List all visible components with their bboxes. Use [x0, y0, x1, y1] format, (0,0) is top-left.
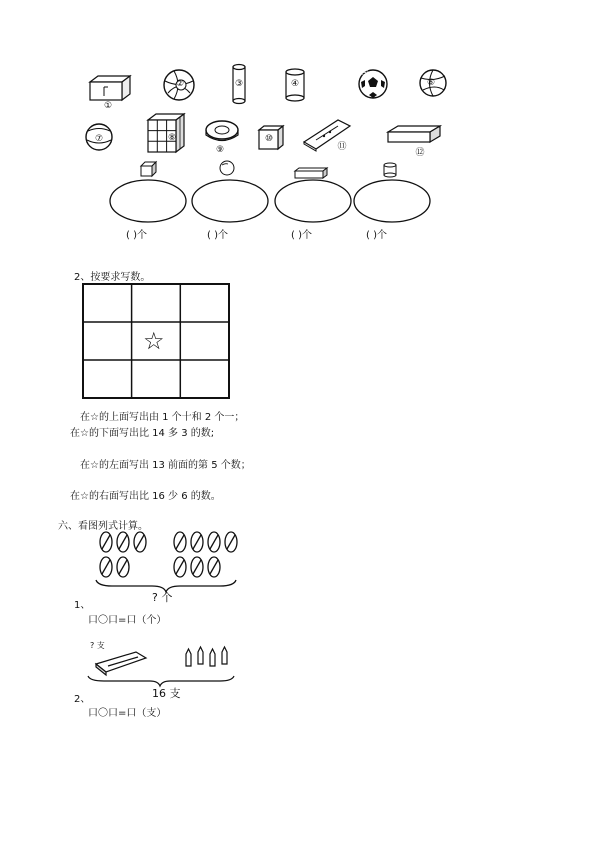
object-label-6: ⑥ — [426, 78, 436, 88]
group-icon-cube — [140, 161, 158, 177]
group-answer-1[interactable]: ( )个 — [126, 230, 147, 241]
q2-instruction-above: 在☆的上面写出由 1 个十和 2 个一； — [80, 412, 245, 423]
problem2-total-label: 16 支 — [152, 687, 181, 700]
group-icon-cylinder — [383, 162, 397, 178]
group-answer-2[interactable]: ( )个 — [207, 230, 228, 241]
q2-instruction-right: 在☆的右面写出比 16 少 6 的数。 — [70, 491, 221, 502]
problem2-equation[interactable]: 口〇口=口（支） — [88, 708, 167, 719]
problem2-number: 2、 — [74, 694, 91, 705]
object-label-7: ⑦ — [94, 134, 104, 144]
grid-cell-top[interactable] — [133, 285, 180, 321]
problem1-number: 1、 — [74, 600, 91, 611]
group-ellipse-2[interactable] — [190, 178, 270, 224]
object-cuboid-1 — [88, 74, 132, 102]
q2-instruction-left: 在☆的左面写出 13 前面的第 5 个数； — [80, 460, 251, 471]
group-ellipse-3[interactable] — [273, 178, 353, 224]
group-ellipse-4[interactable] — [352, 178, 432, 224]
section6-title: 六、看图列式计算。 — [58, 521, 148, 532]
problem1-total-label: ? 个 — [152, 591, 173, 604]
problem1-equation[interactable]: 口〇口=口（个） — [88, 615, 167, 626]
object-label-2: ② — [175, 79, 185, 89]
grid-cell-left[interactable] — [84, 323, 131, 359]
group-answer-3[interactable]: ( )个 — [291, 230, 312, 241]
group-answer-4[interactable]: ( )个 — [366, 230, 387, 241]
object-label-10: ⑩ — [264, 134, 274, 144]
object-label-5: ⑤ — [360, 69, 370, 79]
object-label-9: ⑨ — [215, 145, 225, 155]
problem2-box-label: ? 支 — [90, 641, 105, 650]
object-label-11: ⑪ — [337, 142, 347, 152]
q2-instruction-below: 在☆的下面写出比 14 多 3 的数; — [70, 428, 215, 439]
grid-cell-right[interactable] — [182, 323, 229, 359]
object-label-4: ④ — [290, 79, 300, 89]
group-icon-sphere — [219, 160, 235, 176]
grid-cell-bottom[interactable] — [133, 361, 180, 397]
object-label-3: ③ — [234, 79, 244, 89]
q2-title: 2、按要求写数。 — [74, 272, 151, 283]
object-label-1: ① — [103, 101, 113, 111]
group-ellipse-1[interactable] — [108, 178, 188, 224]
star-icon: ☆ — [143, 327, 165, 355]
object-cuboid-12 — [386, 124, 442, 146]
object-cylinder-9 — [204, 118, 240, 146]
object-label-8: ⑧ — [167, 133, 177, 143]
object-label-12: ⑫ — [415, 148, 425, 158]
